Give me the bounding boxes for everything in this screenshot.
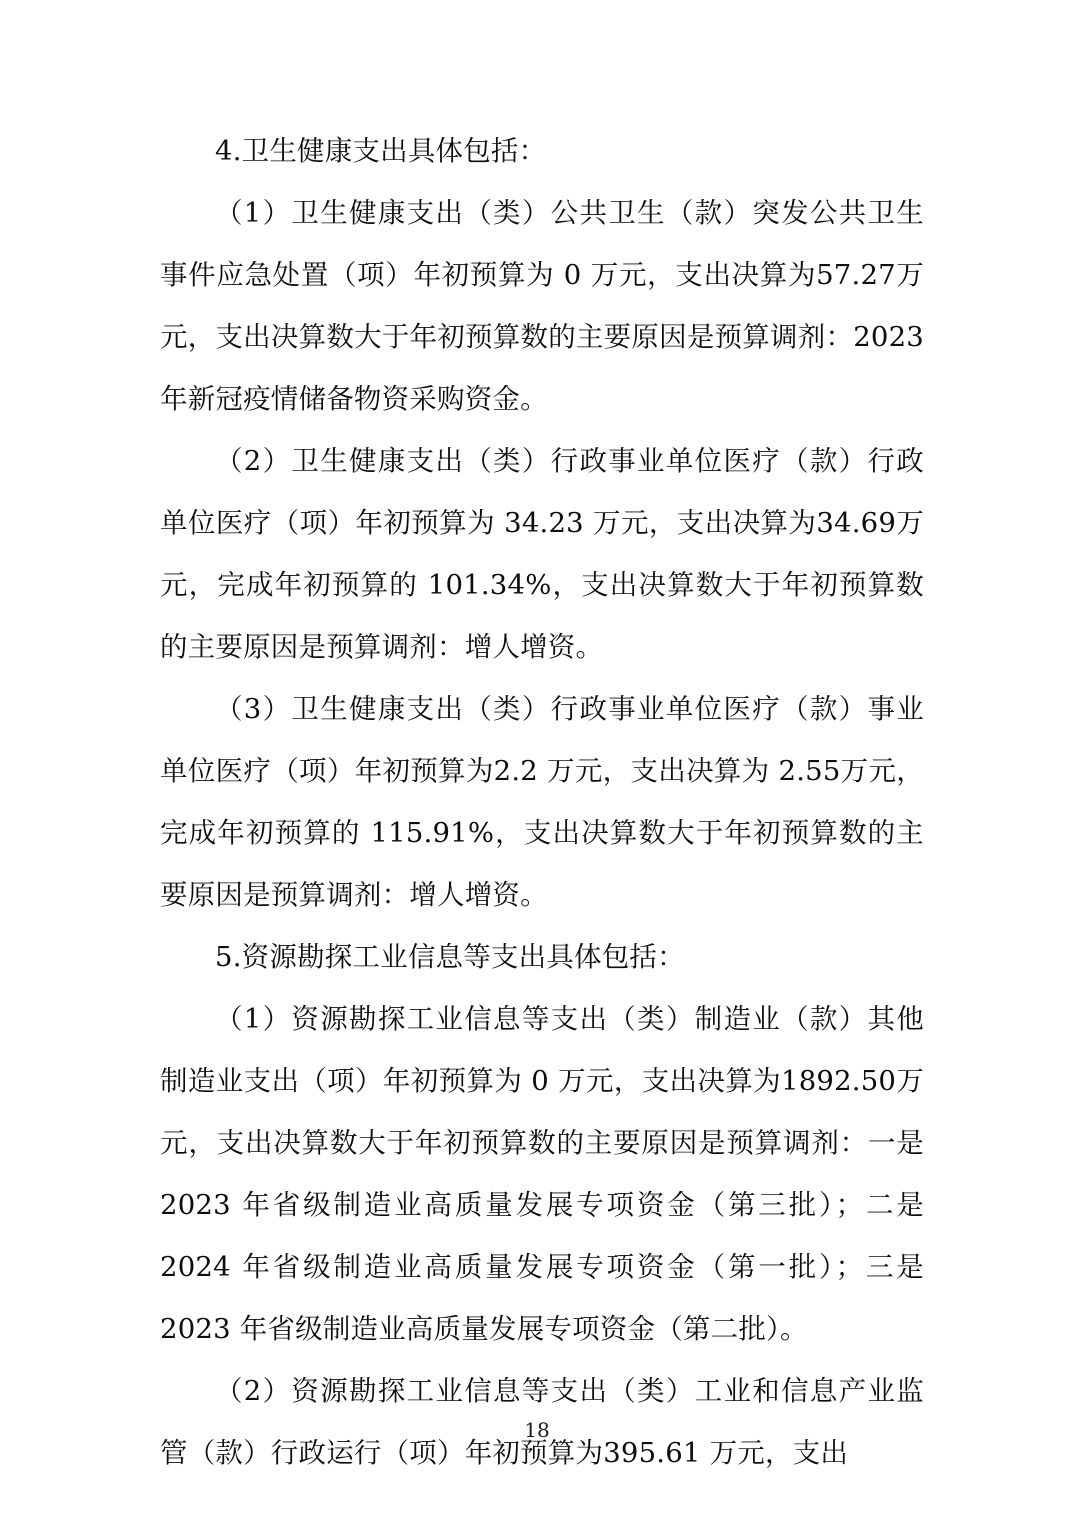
paragraph-institutional-unit-medical: （3）卫生健康支出（类）行政事业单位医疗（款）事业单位医疗（项）年初预算为2.2 万元，支出决算为 2.55万元，完成年初预算的 115.91%，支出决算数大于年初预算数的主要原因是预算调剂：增人增资。 [160, 693, 924, 911]
paragraph-public-health-emergency: （1）卫生健康支出（类）公共卫生（款）突发公共卫生事件应急处置（项）年初预算为 0 万元，支出决算为57.27万元，支出决算数大于年初预算数的主要原因是预算调剂：2023 年新冠疫情储备物资采购资金。 [160, 197, 924, 415]
paragraph-resource-exploration-heading: 5.资源勘探工业信息等支出具体包括： [215, 941, 685, 973]
document-body [160, 120, 924, 1484]
page-number: 18 [524, 1418, 550, 1442]
paragraph-industry-information-supervision: （2）资源勘探工业信息等支出（类）工业和信息产业监管（款）行政运行（项）年初预算为395.61 万元，支出 [160, 1375, 924, 1469]
paragraph-other-manufacturing: （1）资源勘探工业信息等支出（类）制造业（款）其他制造业支出（项）年初预算为 0 万元，支出决算为1892.50万元，支出决算数大于年初预算数的主要原因是预算调剂：一是 2023 年省级制造业高质量发展专项资金（第三批）；二是 2024 年省级制造业高质量发展专项资金（第一批）；三是 2023 年省级制造业高质量发展专项资金（第二批）。 [160, 1003, 924, 1345]
paragraph-health-expenditure-heading: 4.卫生健康支出具体包括： [215, 135, 547, 167]
paragraph-administrative-unit-medical: （2）卫生健康支出（类）行政事业单位医疗（款）行政单位医疗（项）年初预算为 34.23 万元，支出决算为34.69万元，完成年初预算的 101.34%，支出决算数大于年初预算数的主要原因是预算调剂：增人增资。 [160, 445, 924, 663]
